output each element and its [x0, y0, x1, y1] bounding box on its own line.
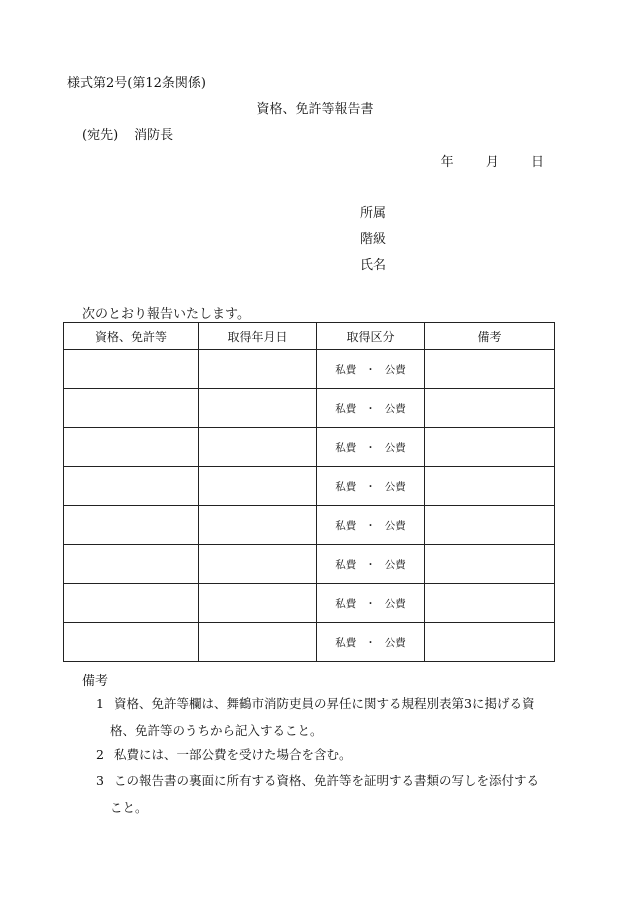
qualification-cell[interactable]	[64, 545, 199, 584]
acquisition-type-cell[interactable]	[317, 389, 425, 428]
report-table	[63, 322, 555, 662]
table-header-row	[64, 323, 555, 350]
private-expense-option[interactable]: 私費	[335, 480, 357, 493]
remark-text: この報告書の裏面に所有する資格、免許等を証明する書類の写しを添付する	[114, 773, 540, 788]
private-expense-option[interactable]: 私費	[335, 636, 357, 649]
acquired-date-cell[interactable]	[199, 545, 317, 584]
document-title: 資格、免許等報告書	[256, 102, 374, 117]
acquisition-type-cell[interactable]	[317, 428, 425, 467]
private-expense-option[interactable]: 私費	[335, 558, 357, 571]
remarks-cell[interactable]	[425, 389, 555, 428]
qualification-cell[interactable]	[64, 428, 199, 467]
qualification-cell[interactable]	[64, 389, 199, 428]
remark-item	[96, 690, 566, 744]
table-row	[64, 467, 555, 506]
acquired-date-cell[interactable]	[199, 467, 317, 506]
acquired-date-cell[interactable]	[199, 584, 317, 623]
date-line	[441, 151, 544, 170]
table-row	[64, 428, 555, 467]
qualification-cell[interactable]	[64, 350, 199, 389]
remarks-cell[interactable]	[425, 467, 555, 506]
public-expense-option[interactable]: 公費	[384, 519, 406, 532]
remarks-cell[interactable]	[425, 428, 555, 467]
header-remarks: 備考	[425, 323, 555, 350]
public-expense-option[interactable]: 公費	[384, 558, 406, 571]
table-row	[64, 389, 555, 428]
qualification-cell[interactable]	[64, 506, 199, 545]
affiliation-label: 所属	[360, 206, 387, 221]
remark-number: 1	[96, 696, 104, 711]
qualification-cell[interactable]	[64, 584, 199, 623]
table-row	[64, 350, 555, 389]
rank-label: 階級	[360, 232, 387, 247]
header-acquired-date: 取得年月日	[199, 323, 317, 350]
remark-item	[96, 767, 566, 821]
acquisition-type-cell[interactable]	[317, 350, 425, 389]
remark-number: 3	[96, 773, 104, 788]
public-expense-option[interactable]: 公費	[384, 441, 406, 454]
addressee	[82, 124, 173, 143]
remark-text-continued: こと。	[110, 800, 148, 815]
addressee-name: 消防長	[134, 128, 174, 143]
remark-item	[96, 741, 566, 768]
separator-dot: ・	[365, 558, 376, 571]
date-month: 月	[485, 155, 499, 170]
qualification-cell[interactable]	[64, 467, 199, 506]
table-row	[64, 506, 555, 545]
acquired-date-cell[interactable]	[199, 428, 317, 467]
acquired-date-cell[interactable]	[199, 623, 317, 662]
remarks-heading: 備考	[82, 674, 109, 689]
header-acquisition-type: 取得区分	[317, 323, 425, 350]
acquired-date-cell[interactable]	[199, 506, 317, 545]
acquisition-type-cell[interactable]	[317, 467, 425, 506]
private-expense-option[interactable]: 私費	[335, 363, 357, 376]
acquisition-type-cell[interactable]	[317, 623, 425, 662]
acquisition-type-cell[interactable]	[317, 545, 425, 584]
table-row	[64, 584, 555, 623]
table-row	[64, 545, 555, 584]
form-number: 様式第2号(第12条関係)	[67, 76, 206, 91]
acquired-date-cell[interactable]	[199, 389, 317, 428]
remark-text: 資格、免許等欄は、舞鶴市消防吏員の昇任に関する規程別表第3に掲げる資	[114, 696, 535, 711]
separator-dot: ・	[365, 636, 376, 649]
date-year: 年	[440, 155, 454, 170]
separator-dot: ・	[365, 480, 376, 493]
remarks-cell[interactable]	[425, 506, 555, 545]
separator-dot: ・	[365, 597, 376, 610]
remarks-cell[interactable]	[425, 584, 555, 623]
private-expense-option[interactable]: 私費	[335, 519, 357, 532]
public-expense-option[interactable]: 公費	[384, 402, 406, 415]
private-expense-option[interactable]: 私費	[335, 597, 357, 610]
name-label: 氏名	[360, 258, 387, 273]
separator-dot: ・	[365, 441, 376, 454]
public-expense-option[interactable]: 公費	[384, 636, 406, 649]
remark-number: 2	[96, 747, 104, 762]
acquired-date-cell[interactable]	[199, 350, 317, 389]
public-expense-option[interactable]: 公費	[384, 363, 406, 376]
qualification-cell[interactable]	[64, 623, 199, 662]
public-expense-option[interactable]: 公費	[384, 480, 406, 493]
remark-text: 私費には、一部公費を受けた場合を含む。	[114, 747, 352, 762]
date-day: 日	[530, 155, 544, 170]
remarks-cell[interactable]	[425, 545, 555, 584]
remarks-cell[interactable]	[425, 623, 555, 662]
separator-dot: ・	[365, 402, 376, 415]
private-expense-option[interactable]: 私費	[335, 441, 357, 454]
separator-dot: ・	[365, 519, 376, 532]
private-expense-option[interactable]: 私費	[335, 402, 357, 415]
remarks-cell[interactable]	[425, 350, 555, 389]
acquisition-type-cell[interactable]	[317, 584, 425, 623]
remark-text-continued: 格、免許等のうちから記入すること。	[110, 723, 323, 738]
addressee-label: (宛先)	[82, 128, 119, 143]
header-qualification: 資格、免許等	[64, 323, 199, 350]
intro-text: 次のとおり報告いたします。	[82, 307, 250, 322]
table-row	[64, 623, 555, 662]
public-expense-option[interactable]: 公費	[384, 597, 406, 610]
separator-dot: ・	[365, 363, 376, 376]
acquisition-type-cell[interactable]	[317, 506, 425, 545]
